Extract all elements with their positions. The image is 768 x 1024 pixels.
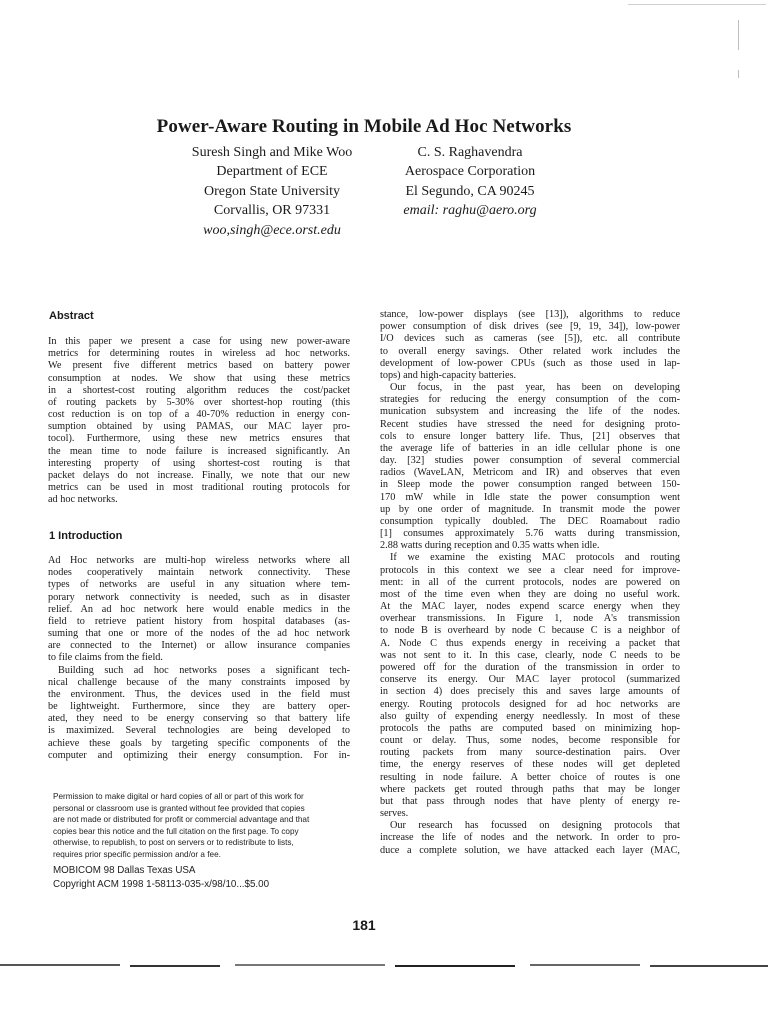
text-line: 170 mW while in Idle state the power consumption went (380, 491, 680, 503)
text-line: the mean time to node failure is increased significantly. An (48, 445, 350, 457)
text-line: [1] consumes approximately 5.76 watts during transmission, (380, 528, 680, 540)
text-line: computer and optimizing their energy consumption. For in- (48, 749, 350, 761)
text-line: Building such ad hoc networks poses a significant tech- (58, 664, 350, 676)
scan-artifact (530, 964, 640, 966)
paper-title: Power-Aware Routing in Mobile Ad Hoc Networks (156, 115, 572, 137)
text-line: stance, low-power displays (see [13]), algorithms to reduce (380, 309, 680, 320)
text-line: the environment. Thus, the devices used in the field must (48, 688, 350, 700)
text-line: achieve these goals by targeting specific components of the (48, 737, 350, 749)
abstract-body (48, 336, 350, 506)
text-line: 2.88 watts during reception and 0.35 watts when idle. (380, 540, 600, 552)
text-line: to node B is overheard by node C because C is a neighbor of (380, 625, 680, 637)
text-line: to file claims from the field. (48, 652, 163, 664)
conference-venue: MOBICOM 98 Dallas Texas USA (53, 865, 196, 876)
text-line: nical challenge because of the many constraints imposed by (48, 676, 350, 688)
permission-notice (53, 791, 353, 861)
text-line: of routing packets by 5-30% over shortest-hop routing (this (48, 396, 350, 408)
text-line: duce a complete solution, we have attacked each layer (MAC, (380, 844, 680, 856)
text-line: consumption at nodes. We show that using these metrics (48, 372, 350, 384)
text-line: types of networks are useful in any situation where tem- (48, 579, 350, 591)
text-line: routing packets from many source-destination pairs. Over (380, 747, 680, 759)
text-line: serves. (380, 808, 409, 820)
notice-line: otherwise, to republish, to post on servers or to redistribute to lists, (53, 838, 294, 848)
notice-line: requires prior specific permission and/or a fee. (53, 849, 221, 859)
text-line: cost reduction is on top of a 40-70% reduction in energy con- (48, 409, 350, 421)
text-line: cols to ensure longer battery life. Thus, [21] observes that (380, 430, 680, 442)
text-line: in a shortest-cost routing algorithm reduces the cost/packet (48, 384, 350, 396)
scan-artifact (0, 964, 120, 966)
text-line: At the MAC layer, nodes expend scarce energy when they (380, 601, 680, 613)
text-line: the average life of batteries in an idle cellular phone is one (380, 442, 680, 454)
text-line: ated, they need to be energy conserving so that battery life (48, 713, 350, 725)
text-line: Our research has focussed on designing protocols that (390, 820, 680, 832)
introduction-body (48, 555, 350, 762)
scan-edge-bottom (0, 962, 768, 970)
text-line: suming that one or more of the nodes of the ad hoc network (48, 628, 350, 640)
author-block-left (158, 143, 386, 240)
text-line: ad hoc networks. (48, 494, 118, 506)
text-line: to overall energy savings. Other related work includes the (380, 345, 680, 357)
notice-line: Permission to make digital or hard copies of all or part of this work for (53, 792, 304, 801)
text-line: up by one order of magnitude. In transmit mode the power (380, 503, 680, 515)
text-line: nodes cooperatively maintain network connectivity. These (48, 567, 350, 579)
text-line: metrics for determining routes in wireless ad hoc networks. (48, 348, 350, 360)
text-line: porary network connectivity is needed, such as in disaster (48, 591, 350, 603)
author-department: Department of ECE (216, 164, 328, 180)
scan-artifact (235, 964, 385, 966)
author-address: Corvallis, OR 97331 (213, 203, 331, 219)
text-line: in Sleep mode the power consumption ranged between 150- (380, 479, 680, 491)
text-line: day. [32] studies power consumption of several commercial (380, 455, 680, 467)
text-line: time, the energy reserves of these nodes will get depleted (380, 759, 680, 771)
text-line: development of low-power CPUs (such as those used in lap- (380, 357, 680, 369)
text-line: interesting property of using shortest-cost routing is that (48, 457, 350, 469)
notice-line: copies bear this notice and the full citation on the first page. To copy (53, 826, 299, 836)
author-email: woo,singh@ece.orst.edu (203, 222, 341, 238)
scan-edge-top (628, 4, 766, 5)
scan-edge-right-mark (738, 20, 739, 50)
text-line: Ad Hoc networks are multi-hop wireless networks where all (48, 555, 350, 566)
text-line: tocol). Furthermore, using these new metrics ensures that (48, 433, 350, 445)
scan-artifact (130, 965, 220, 967)
venue-copyright (53, 864, 269, 891)
text-line: is maximized. Several technologies are being developed to (48, 725, 350, 737)
author-institution: Aerospace Corporation (404, 164, 536, 180)
text-line: are connected to the Internet) or allow insurance companies (48, 640, 350, 652)
text-line: but that pass through nodes that have plenty of energy re- (380, 795, 680, 807)
right-column-body (380, 309, 680, 857)
notice-line: personal or classroom use is granted without fee provided that copies (53, 803, 305, 813)
text-line: was not sent to it. In this case, clearly, node C needs to be (380, 649, 680, 661)
author-address: El Segundo, CA 90245 (405, 183, 535, 199)
author-institution: Oregon State University (203, 183, 341, 199)
text-line: increase the life of nodes and the network. In order to pro- (380, 832, 680, 844)
text-line: A. Node C thus expends energy in receiving a packet that (380, 637, 680, 649)
author-name: C. S. Raghavendra (417, 145, 523, 160)
text-line: ment: in all of the current protocols, nodes are powered on (380, 576, 680, 588)
text-line: consumption typically doubled. The DEC Roamabout radio (380, 515, 680, 527)
text-line: radios (WaveLAN, Metricom and IR) and observes that even (380, 467, 680, 479)
text-line: in section 4) does precisely this and saves large amounts of (380, 686, 680, 698)
text-line: tops) and high-capacity batteries. (380, 369, 517, 381)
abstract-heading: Abstract (49, 310, 94, 322)
text-line: We present five different metrics based on battery power (48, 360, 350, 372)
page-number: 181 (352, 917, 376, 933)
text-line: where packets get routed through paths that may be longer (380, 783, 680, 795)
text-line: conserve its energy. Our MAC layer protocol (summarized (380, 674, 680, 686)
scan-artifact (650, 965, 768, 967)
text-line: strategies for reducing the energy consumption of the com- (380, 394, 680, 406)
text-line: munication subsystem and increasing the life of the nodes. (380, 406, 680, 418)
scan-artifact (395, 965, 515, 967)
introduction-heading: 1 Introduction (49, 530, 123, 542)
text-line: protocols in this context we see a clear need for improve- (380, 564, 680, 576)
text-line: relief. An ad hoc network here would enable medics in the (48, 603, 350, 615)
text-line: count or delay. Thus, some nodes, become responsible for (380, 735, 680, 747)
text-line: sumption obtained by using PAMAS, our MAC layer pro- (48, 421, 350, 433)
text-line: I/O devices such as cameras (see [5]), etc. all contribute (380, 333, 680, 345)
text-line: Recent studies have stressed the need for designing proto- (380, 418, 680, 430)
text-line: powered off for the duration of the transmission in order to (380, 661, 680, 673)
scan-edge-right-mark (738, 70, 739, 78)
text-line: power consumption of disk drives (see [9, 19, 34]), low-power (380, 321, 680, 333)
author-email: email: raghu@aero.org (403, 203, 537, 219)
text-line: energy. Routing protocols designed for ad hoc networks are (380, 698, 680, 710)
text-line: resulting in node failure. A better choice of routes is one (380, 771, 680, 783)
author-block-right (370, 143, 570, 221)
text-line: If we examine the existing MAC protocols and routing (390, 552, 680, 564)
text-line: overhear transmissions. In Figure 1, node A's transmission (380, 613, 680, 625)
text-line: protocols the paths are computed based on minimizing hop- (380, 722, 680, 734)
author-names: Suresh Singh and Mike Woo (191, 145, 353, 160)
text-line: Our focus, in the past year, has been on developing (390, 382, 680, 394)
text-line: packet delays do not increase. Finally, we note that our new (48, 469, 350, 481)
text-line: most of the time even when they are doing no useful work. (380, 588, 680, 600)
text-line: also guilty of expending energy needlessly. In most of these (380, 710, 680, 722)
notice-line: are not made or distributed for profit or commercial advantage and that (53, 815, 310, 825)
copyright-line: Copyright ACM 1998 1-58113-035-x/98/10...$5.00 (53, 878, 270, 890)
text-line: be lightweight. Furthermore, since they are battery oper- (48, 701, 350, 713)
text-line: field to retrieve patient history from hospital databases (as- (48, 615, 350, 627)
text-line: In this paper we present a case for using new power-aware (48, 336, 350, 347)
text-line: metrics can be used in most traditional routing protocols for (48, 482, 350, 494)
